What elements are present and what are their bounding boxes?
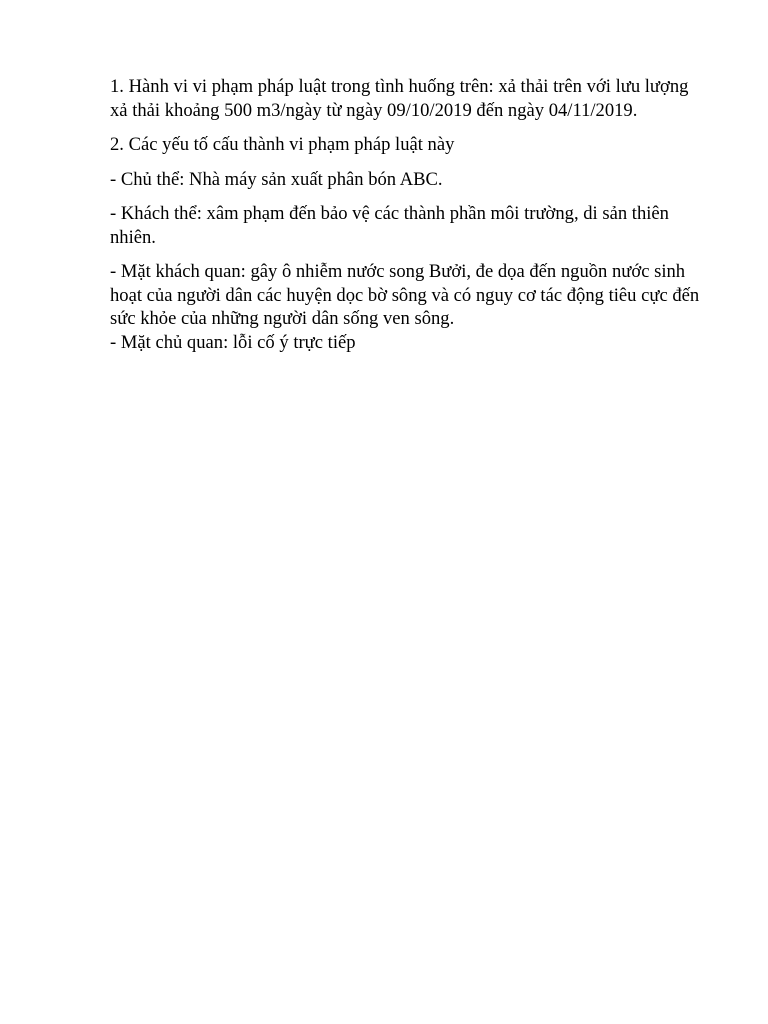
paragraph-elements-heading: 2. Các yếu tố cấu thành vi phạm pháp luật này	[110, 134, 455, 155]
paragraph-objective-aspect: - Mặt khách quan: gây ô nhiễm nước song Bưởi, đe dọa đến nguồn nước sinh hoạt của người dân các huyện dọc bờ sông và có nguy cơ tác động tiêu cực đến sức khỏe của những người dân sống ven sông.	[110, 261, 700, 329]
paragraph-subjective-aspect: - Mặt chủ quan: lỗi cố ý trực tiếp	[110, 331, 356, 353]
paragraph-violation-behavior: 1. Hành vi vi phạm pháp luật trong tình huống trên: xả thải trên với lưu lượng xả thải khoảng 500 m3/ngày từ ngày 09/10/2019 đến ngày 04/11/2019.	[110, 76, 689, 121]
document-body	[110, 75, 710, 365]
paragraph-object: - Khách thể: xâm phạm đến bảo vệ các thành phần môi trường, di sản thiên nhiên.	[110, 203, 669, 248]
paragraph-subject: - Chủ thể: Nhà máy sản xuất phân bón ABC.	[110, 168, 443, 190]
